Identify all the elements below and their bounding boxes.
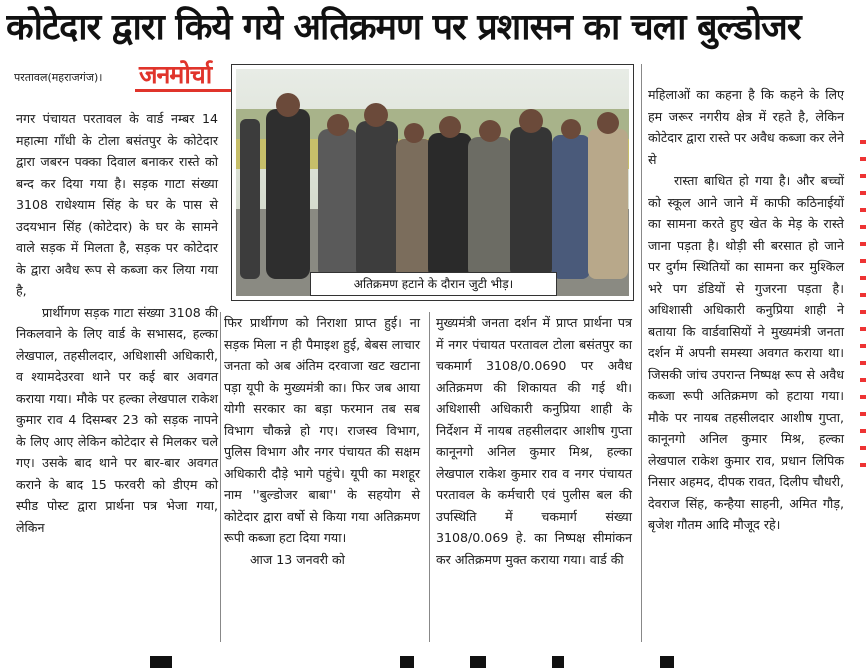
column-divider bbox=[220, 312, 221, 642]
news-photo bbox=[231, 64, 634, 301]
paragraph: रास्ता बाधित हो गया है। और बच्चों को स्कूल आने जाने में काफी कठिनाईयों का सामना करते हुए खेत के मेड़ के रास्ते जाना पड़ता है। थोड़ी सी बरसात हो जाने पर दुर्गम स्थितियों का सामना कर मुश्किल भरे पग डंडियों से गुजरना पड़ता है। अधिशासी अधिकारी कनुप्रिया शाही ने बताया कि वार्डवासियों ने मुख्यमंत्री जनता दर्शन में अपनी समस्या अवगत कराया था। जिसकी जांच उपरान्त निष्पक्ष रूप से अवैध कब्जा रूपी अतिक्रमण को हटाया गया। मौके पर नायब तहसीलदार आशीष गुप्ता, कानूनगो अनिल कुमार मिश्र, हल्का लेखपाल राकेश कुमार राव, प्रधान लिपिक निसार अहमद, दीपक रावत, दिलीप चौधरी, देवराज सिंह, कन्हैया साहनी, अमित गौड़, बृजेश गौतम आदि मौजूद रहे। bbox=[648, 173, 844, 532]
paragraph: फिर प्रार्थीगण को निराशा प्राप्त हुई। ना सड़क मिला न ही पैमाइश हुई, बेबस लाचार जनता को अब अंतिम दरवाजा खट खटाना पड़ा यूपी के मुख्यमंत्री का। फिर जब आया योगी सरकार का बड़ा फरमान तब सब विभाग चौकन्ने हो गए। राजस्व विभाग, पुलिस विभाग और नगर पंचायत की सक्षम अधिकारी दौड़े भागे पहुंचे। यूपी का मशहूर नाम ''बुल्डोजर बाबा'' के सहयोग से कोटेदार द्वारा वर्षो से किया गया अतिक्रमण रूपी कब्जा हटा दिया गया। bbox=[224, 315, 420, 545]
article-column-1 bbox=[16, 108, 218, 538]
headline: कोटेदार द्वारा किये गये अतिक्रमण पर प्रशासन का चला बुल्डोजर bbox=[6, 7, 801, 48]
crowd-photo-illustration bbox=[236, 69, 629, 296]
paragraph: आज 13 जनवरी को bbox=[250, 551, 345, 567]
article-column-4 bbox=[648, 84, 844, 536]
newspaper-logo: जनमोर्चा bbox=[139, 60, 212, 89]
column-divider bbox=[641, 64, 642, 642]
photo-caption: अतिक्रमण हटाने के दौरान जुटी भीड़। bbox=[310, 272, 557, 296]
next-headline-fragment bbox=[0, 650, 868, 668]
paragraph: महिलाओं का कहना है कि कहने के लिए हम जरूर नगरीय क्षेत्र में रहते है, लेकिन कोटेदार द्वारा रास्ते पर अवैध कब्जा कर लेने से bbox=[648, 87, 844, 167]
paragraph: नगर पंचायत परतावल के वार्ड नम्बर 14 महात्मा गाँधी के टोला बसंतपुर के कोटेदार द्वारा जबरन पक्का दिवाल बनाकर रास्ते को बन्द कर दिया गया है। सड़क गाटा संख्या 3108 राधेश्याम सिंह के घर के पास से उदयभान सिंह (कोटेदार) के घर के सामने वाले सड़क में मिलता है, सड़क पर कोटेदार के द्वारा अवैध रूप से कब्जा कर लिया गया है, bbox=[16, 111, 218, 298]
article-column-2 bbox=[224, 312, 420, 570]
paragraph: प्रार्थीगण सड़क गाटा संख्या 3108 की निकलवाने के लिए वार्ड के सभासद, हल्का लेखपाल, तहसीलदार, अधिशासी अधिकारी, व श्यामदेउरवा थाने पर कई बार अवगत कराया गया। मौके पर हल्का लेखपाल राकेश कुमार राव 4 दिसम्बर 23 को सड़क नापने के लिए आए लेकिन कोटेदार से मिलकर चले गए। उसके बाद थाने पर बार-बार अवगत कराने के बाद 15 फरवरी को डीएम को स्पीड पोस्ट द्वारा प्रार्थना पत्र भेजा गया, लेकिन bbox=[16, 304, 218, 535]
paragraph: मुख्यमंत्री जनता दर्शन में प्राप्त प्रार्थना पत्र में नगर पंचायत परतावल टोला बसंतपुर का चकमार्ग 3108/0.0690 पर अवैध अतिक्रमण की शिकायत की गई थी। अधिशासी अधिकारी कनुप्रिया शाही के निर्देशन में नायब तहसीलदार आशीष गुप्ता कानूनगो अनिल कुमार मिश्र, हल्का लेखपाल राकेश कुमार राव व नगर पंचायत परतावल के कर्मचारी एवं पुलीस बल की उपस्थिति में चकमार्ग संख्या 3108/0.069 हे. का निष्पक्ष सीमांकन कर अतिक्रमण मुक्त कराया गया। वार्ड की bbox=[436, 315, 632, 567]
column-divider bbox=[429, 312, 430, 642]
article-column-3 bbox=[436, 312, 632, 570]
adjacent-article-edge bbox=[860, 140, 868, 480]
dateline: परतावल(महराजगंज)। bbox=[14, 71, 103, 84]
